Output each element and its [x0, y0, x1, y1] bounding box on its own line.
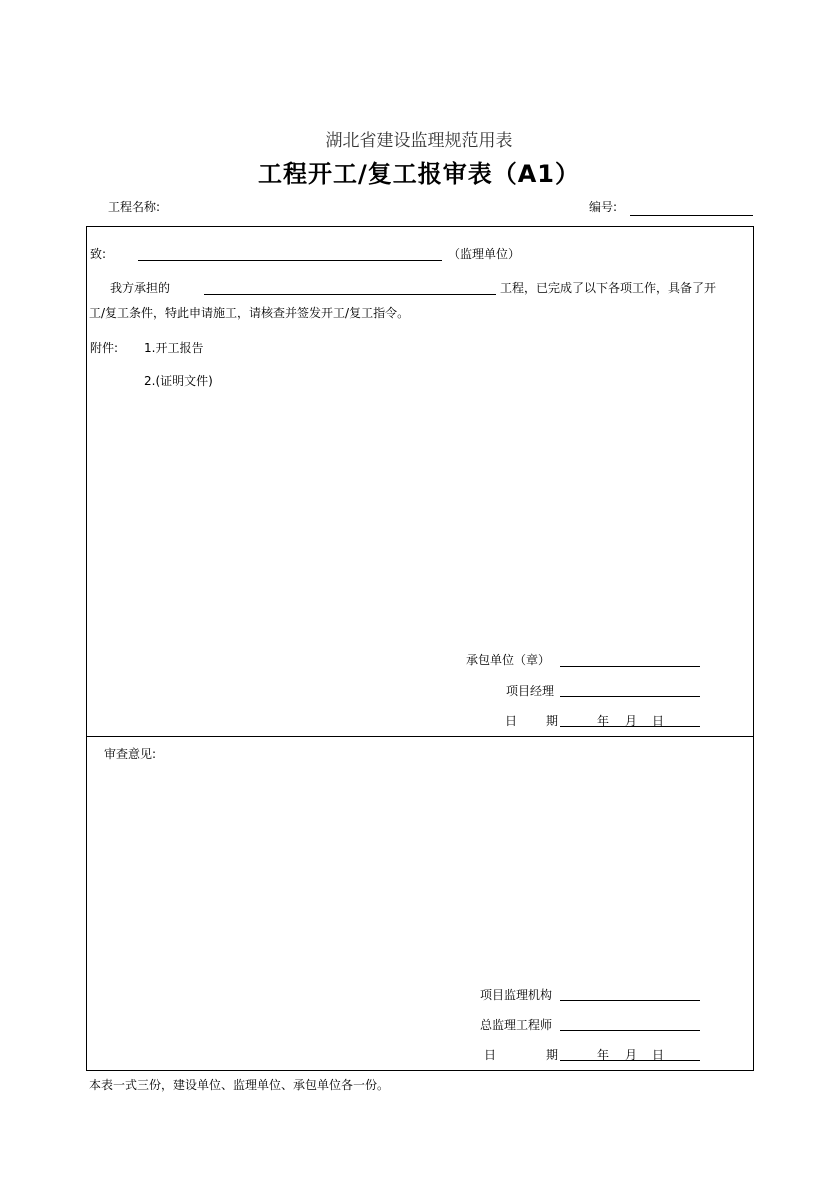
footer-note: 本表一式三份，建设单位、监理单位、承包单位各一份。 — [89, 1078, 390, 1092]
date-label-ri: 日 — [505, 714, 518, 728]
chief-engineer-field[interactable] — [560, 1030, 700, 1031]
review-date-month: 月 — [625, 1048, 638, 1062]
project-manager-field[interactable] — [560, 696, 700, 697]
date-label-qi: 期 — [546, 714, 559, 728]
review-date-day: 日 — [652, 1048, 665, 1062]
attachment-2: 2.(证明文件) — [144, 374, 213, 388]
form-subtitle: 湖北省建设监理规范用表 — [325, 131, 513, 151]
supervisor-unit-label: （监理单位） — [448, 247, 521, 261]
supervision-org-field[interactable] — [560, 1000, 700, 1001]
contractor-field[interactable] — [560, 666, 700, 667]
chief-engineer-label: 总监理工程师 — [480, 1018, 553, 1032]
to-label: 致: — [90, 247, 107, 261]
review-date-year: 年 — [597, 1048, 610, 1062]
statement-line-2: 工/复工条件，特此申请施工，请核查并签发开工/复工指令。 — [89, 306, 410, 320]
date-year: 年 — [597, 714, 610, 728]
we-undertake-label: 我方承担的 — [110, 281, 171, 295]
date-day: 日 — [652, 714, 665, 728]
date-month: 月 — [625, 714, 638, 728]
project-manager-label: 项目经理 — [506, 684, 555, 698]
review-date-label-ri: 日 — [484, 1048, 497, 1062]
number-field[interactable] — [630, 215, 753, 216]
supervisor-unit-field[interactable] — [138, 260, 442, 261]
review-date-label-qi: 期 — [546, 1048, 559, 1062]
review-opinion-label: 审查意见: — [104, 747, 157, 761]
attachments-label: 附件: — [90, 341, 119, 355]
form-title: 工程开工/复工报审表（A1） — [257, 160, 581, 188]
supervision-org-label: 项目监理机构 — [480, 988, 553, 1002]
number-label: 编号: — [589, 200, 618, 214]
project-name-label: 工程名称: — [108, 200, 161, 214]
attachment-1: 1.开工报告 — [144, 341, 204, 355]
section-divider — [86, 736, 754, 737]
contractor-label: 承包单位（章） — [466, 653, 551, 667]
statement-line-1: 工程，已完成了以下各项工作，具备了开 — [500, 281, 717, 295]
project-field[interactable] — [204, 294, 496, 295]
